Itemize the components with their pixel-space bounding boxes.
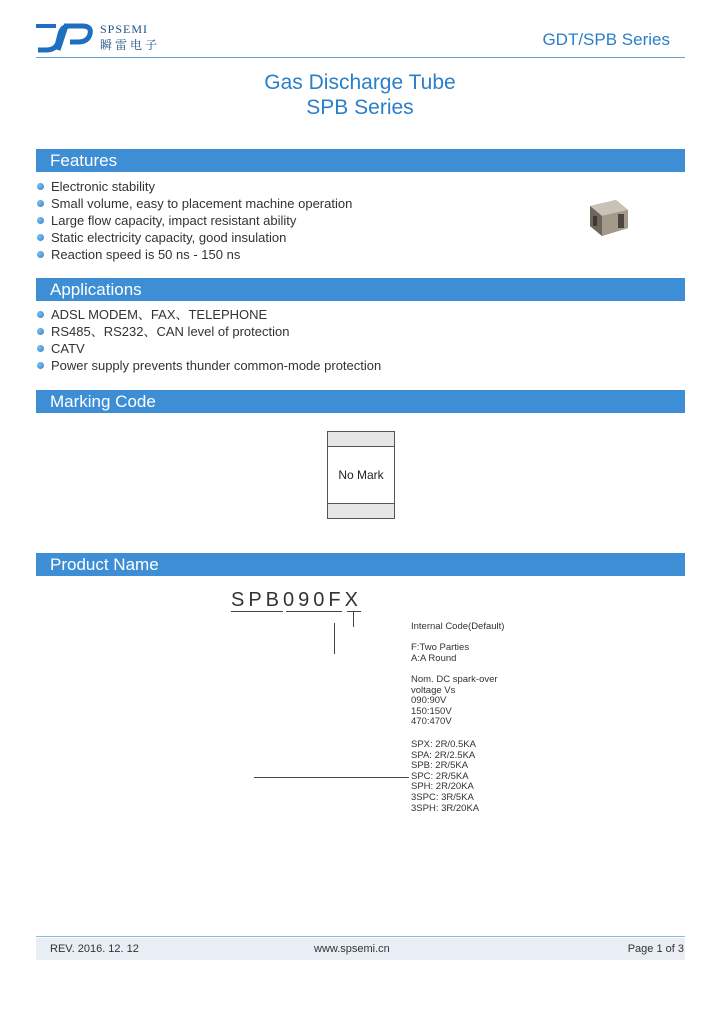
voltage-item: 090:90V (411, 695, 447, 707)
features-heading: Features (50, 151, 118, 170)
type-item: SPH: 2R/20KA (411, 781, 474, 793)
marking-band-top (328, 432, 394, 447)
feature-item: Large flow capacity, impact resistant ability (36, 212, 352, 229)
logo-chinese: 瞬雷电子 (100, 38, 161, 52)
spsemi-logo-icon (36, 20, 100, 54)
party-item: F:Two Parties (411, 642, 470, 653)
applications-heading: Applications (50, 280, 142, 299)
feature-item: Static electricity capacity, good insulation (36, 229, 352, 246)
underline-type (231, 611, 283, 612)
marking-text: No Mark (338, 468, 384, 482)
feature-item: Small volume, easy to placement machine operation (36, 195, 352, 212)
logo-text: SPSEMI (100, 22, 149, 36)
part-number: SPB090FX (231, 589, 362, 611)
application-item: RS485、RS232、CAN level of protection (36, 323, 381, 340)
component-image (582, 196, 634, 242)
type-item: SPA: 2R/2.5KA (411, 749, 476, 761)
application-item: CATV (36, 340, 381, 357)
applications-list (36, 306, 381, 374)
voltage-item: voltage Vs (411, 684, 456, 696)
voltage-list (411, 675, 498, 728)
marking-diagram (327, 431, 395, 519)
doc-title: Gas Discharge Tube (264, 71, 456, 94)
internal-code-label: Internal Code(Default) (411, 621, 505, 632)
types-list (411, 740, 479, 814)
type-item: SPX: 2R/0.5KA (411, 739, 476, 750)
application-item: Power supply prevents thunder common-mode protection (36, 357, 381, 374)
doc-subtitle: SPB Series (306, 96, 414, 119)
series-label: GDT/SPB Series (542, 30, 670, 49)
features-list (36, 178, 352, 263)
header-divider (36, 57, 685, 58)
type-item: SPB: 2R/5KA (411, 760, 469, 772)
connector-internal (353, 611, 354, 627)
marking-header (36, 390, 685, 413)
voltage-item: 470:470V (411, 716, 452, 728)
revision-date: REV. 2016. 12. 12 (50, 943, 139, 955)
features-header (36, 149, 685, 172)
feature-item: Reaction speed is 50 ns - 150 ns (36, 246, 352, 263)
application-item: ADSL MODEM、FAX、TELEPHONE (36, 306, 381, 323)
footer-divider (36, 936, 685, 937)
underline-voltage (286, 611, 342, 612)
party-item: A:A Round (411, 652, 457, 664)
underline-code (347, 611, 361, 612)
connector-parties (334, 623, 335, 654)
product-name-heading: Product Name (50, 555, 159, 574)
voltage-item: 150:150V (411, 705, 452, 717)
connector-types (254, 777, 409, 778)
type-item: 3SPH: 3R/20KA (411, 802, 480, 814)
type-item: SPC: 2R/5KA (411, 770, 469, 782)
applications-header (36, 278, 685, 301)
product-name-header (36, 553, 685, 576)
voltage-item: Nom. DC spark-over (411, 674, 498, 685)
marking-band-bottom (328, 503, 394, 518)
marking-heading: Marking Code (50, 392, 156, 411)
parties-list (411, 643, 469, 664)
type-item: 3SPC: 3R/5KA (411, 791, 474, 803)
page-number: Page 1 of 3 (627, 943, 684, 955)
feature-item: Electronic stability (36, 178, 352, 195)
website-link[interactable]: www.spsemi.cn (314, 943, 390, 955)
